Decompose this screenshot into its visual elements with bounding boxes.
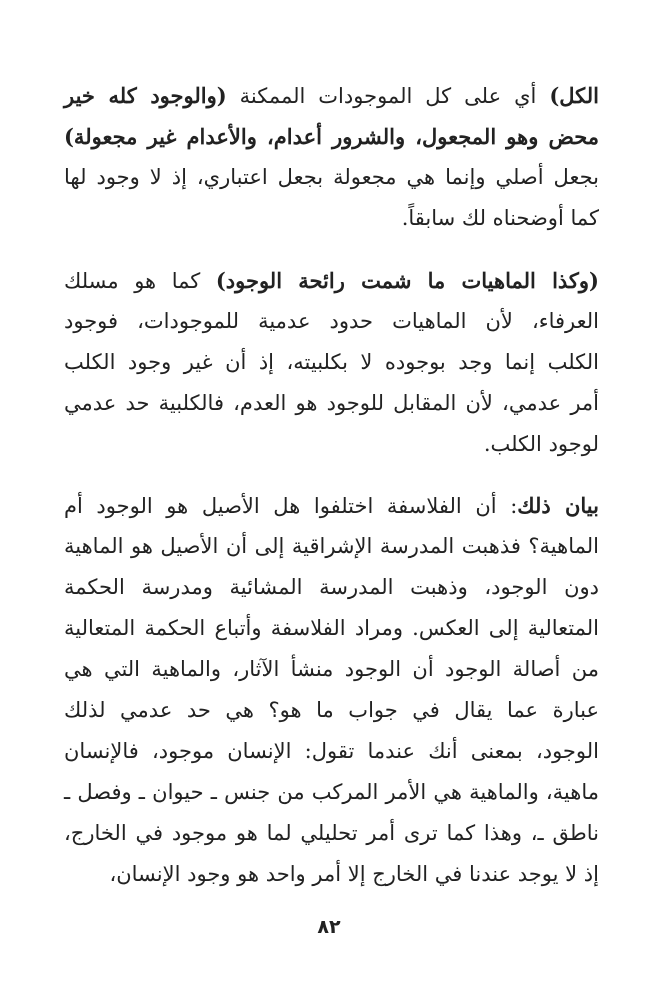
text-segment: المتعالية إلى العكس. ومراد الفلاسفة وأتباع الحكمة المتعالية (64, 616, 599, 640)
text-line (64, 731, 599, 772)
text-line (64, 567, 599, 608)
text-line (64, 301, 599, 342)
text-segment: الوجود، بمعنى أنك عندما تقول: الإنسان موجود، فالإنسان (64, 739, 599, 763)
text-line (64, 383, 599, 424)
text-segment: لوجود الكلب. (483, 432, 599, 456)
text-line (64, 772, 599, 813)
text-line (64, 608, 599, 649)
text-segment: من أصالة الوجود أن الوجود منشأ الآثار، والماهية التي هي (64, 657, 599, 681)
bold-text-segment: بيان ذلك (517, 493, 599, 518)
text-segment: الكلب إنما وجد بوجوده لا بكلبيته، إذ أن غير وجود الكلب (64, 350, 599, 374)
text-segment: أمر عدمي، لأن المقابل للوجود هو العدم، فالكلبية حد عدمي (64, 391, 599, 415)
text-line (64, 854, 599, 895)
text-segment: أي على كل الموجودات الممكنة (226, 84, 550, 108)
page-number: ٨٢ (317, 916, 341, 938)
text-segment: العرفاء، لأن الماهيات حدود عدمية للموجودات، فوجود (64, 309, 599, 333)
text-line (64, 690, 599, 731)
text-segment: عبارة عما يقال في جواب ما هو؟ هي حد عدمي لذلك (64, 698, 599, 722)
text-line (64, 424, 599, 465)
text-segment: بجعل أصلي وإنما هي مجعولة بجعل اعتباري، إذ لا وجود لها (64, 165, 599, 189)
bold-text-segment: محض وهو المجعول، والشرور أعدام، والأعدام غير مجعولة) (64, 124, 599, 149)
text-segment: ناطق ـ، وهذا كما ترى أمر تحليلي لما هو موجود في الخارج، (64, 821, 599, 845)
paragraph-2 (64, 260, 599, 465)
text-segment: الماهية؟ فذهبت المدرسة الإشراقية إلى أن الأصيل هو الماهية (64, 534, 599, 558)
text-line (64, 198, 599, 239)
text-line (64, 813, 599, 854)
bold-text-segment: (وكذا الماهيات ما شمت رائحة الوجود) (215, 268, 599, 293)
bold-text-segment: (والوجود كله خير (64, 83, 227, 108)
text-line (64, 649, 599, 690)
text-line (64, 116, 599, 157)
paragraph-3 (64, 485, 599, 895)
text-segment: كما هو مسلك (64, 269, 216, 293)
text-segment: دون الوجود، وذهبت المدرسة المشائية ومدرسة الحكمة (64, 575, 599, 599)
text-segment: إذ لا يوجد عندنا في الخارج إلا أمر واحد هو وجود الإنسان، (109, 862, 599, 886)
text-segment: ماهية، والماهية هي الأمر المركب من جنس ـ حيوان ـ وفصل ـ (64, 780, 599, 804)
text-line (64, 485, 599, 526)
text-segment: : أن الفلاسفة اختلفوا هل الأصيل هو الوجود أم (64, 494, 518, 518)
text-line (64, 75, 599, 116)
paragraph-1 (64, 75, 599, 239)
text-line (64, 157, 599, 198)
text-line (64, 260, 599, 301)
text-line (64, 342, 599, 383)
text-segment: كما أوضحناه لك سابقاً. (401, 206, 599, 230)
text-line (64, 526, 599, 567)
bold-text-segment: الكل) (549, 83, 599, 108)
